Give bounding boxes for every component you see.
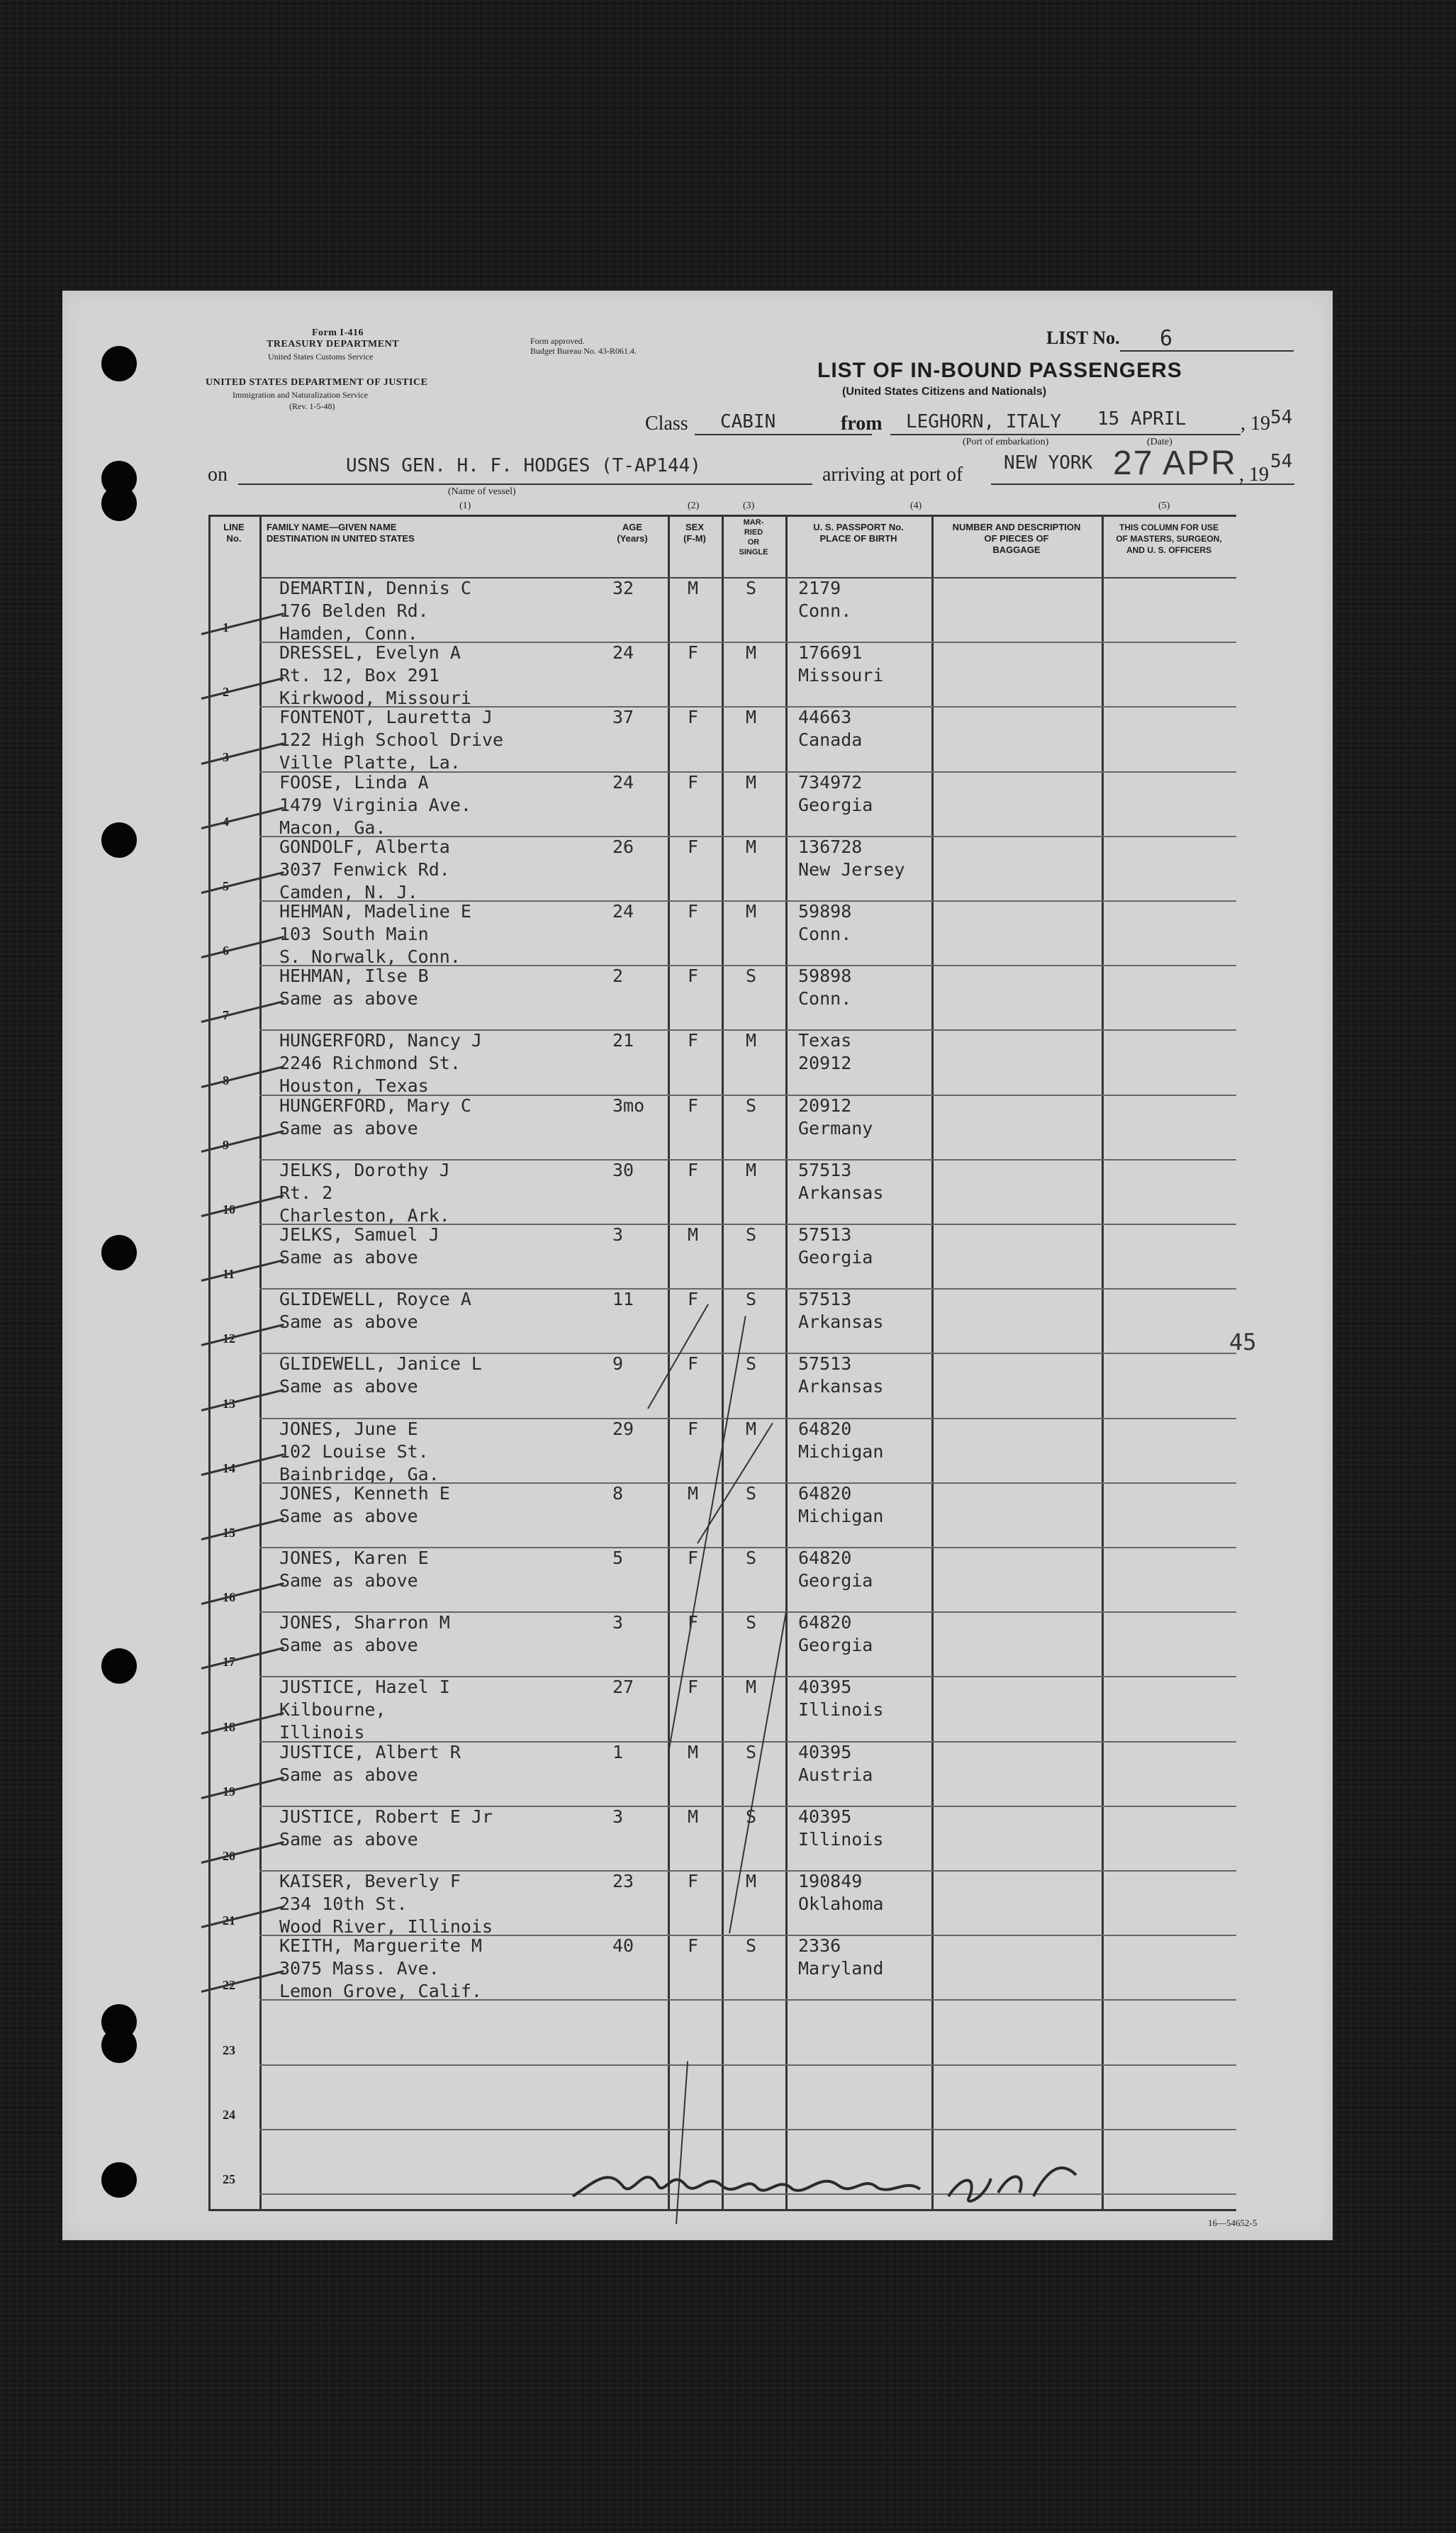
- table-row: [208, 706, 1236, 771]
- passenger-sex: F: [688, 1289, 699, 1310]
- column-number-1: (1): [459, 501, 471, 511]
- form-number: Form I-416: [312, 328, 364, 338]
- passenger-age: 21: [612, 1030, 634, 1051]
- check-mark: [201, 807, 284, 829]
- line-number: 4: [223, 814, 229, 829]
- passenger-name-destination: FONTENOT, Lauretta J 122 High School Drive Ville Platte, La.: [279, 707, 504, 773]
- passenger-marital-status: S: [746, 1289, 757, 1310]
- passenger-name-destination: JONES, Sharron M Same as above: [279, 1612, 450, 1656]
- line-number: 7: [223, 1008, 229, 1023]
- line-number: 17: [223, 1655, 235, 1670]
- passenger-sex: M: [688, 1806, 699, 1827]
- check-mark: [201, 1066, 284, 1088]
- passenger-sex: F: [688, 901, 699, 922]
- ins-label: Immigration and Naturalization Service: [233, 390, 368, 400]
- date-line: [1092, 434, 1241, 435]
- vessel-line: [238, 483, 812, 485]
- class-value: CABIN: [720, 411, 776, 432]
- year-prefix: , 19: [1241, 413, 1270, 435]
- passenger-name-destination: JONES, Karen E Same as above: [279, 1548, 429, 1591]
- line-number: 2: [223, 685, 229, 700]
- passenger-sex: F: [688, 1159, 699, 1180]
- line-number: 3: [223, 749, 229, 764]
- date-caption: (Date): [1147, 437, 1172, 447]
- passenger-age: 1: [612, 1741, 624, 1762]
- line-number: 14: [223, 1460, 235, 1475]
- passenger-age: 30: [612, 1159, 634, 1180]
- passenger-marital-status: S: [746, 1095, 757, 1116]
- line-number: 12: [223, 1331, 235, 1346]
- punch-hole: [101, 2028, 137, 2063]
- document-title: LIST OF IN-BOUND PASSENGERS: [817, 359, 1182, 382]
- passenger-age: 2: [612, 966, 624, 987]
- passport-birthplace: 176691 Missouri: [798, 642, 884, 686]
- passenger-sex: F: [688, 1418, 699, 1439]
- passenger-age: 9: [612, 1353, 624, 1375]
- passenger-age: 5: [612, 1548, 624, 1568]
- passenger-manifest-page: [62, 291, 1333, 2240]
- list-number-line: [1120, 350, 1294, 352]
- passenger-sex: F: [688, 1677, 699, 1698]
- year-prefix-2: , 19: [1239, 464, 1269, 486]
- passenger-age: 24: [612, 771, 634, 793]
- header-baggage: NUMBER AND DESCRIPTION OF PIECES OF BAGGAGE: [952, 522, 1081, 555]
- check-mark: [201, 677, 284, 700]
- punch-hole: [101, 822, 137, 858]
- passenger-age: 3: [612, 1224, 624, 1245]
- passport-birthplace: 57513 Georgia: [798, 1224, 873, 1268]
- passport-birthplace: 59898 Conn.: [798, 901, 852, 944]
- line-number: 21: [223, 1913, 235, 1928]
- passport-birthplace: 44663 Canada: [798, 707, 863, 751]
- check-mark: [201, 1518, 284, 1541]
- embarkation-date: 15 APRIL: [1097, 408, 1187, 430]
- passenger-sex: F: [688, 1548, 699, 1568]
- footer-code: 16—54652-5: [1208, 2218, 1258, 2228]
- passenger-marital-status: S: [746, 1224, 757, 1245]
- passenger-sex: F: [688, 1871, 699, 1891]
- class-label: Class: [645, 413, 688, 435]
- passenger-name-destination: GLIDEWELL, Royce A Same as above: [279, 1289, 471, 1333]
- passenger-marital-status: M: [746, 1030, 757, 1051]
- passenger-sex: F: [688, 836, 699, 857]
- list-number-label: LIST No.: [1046, 328, 1120, 348]
- line-number: 13: [223, 1396, 235, 1411]
- passenger-sex: F: [688, 771, 699, 793]
- line-number: 9: [223, 1137, 229, 1152]
- check-mark: [201, 1000, 284, 1023]
- passport-birthplace: 57513 Arkansas: [798, 1159, 884, 1203]
- header-age: AGE (Years): [617, 522, 648, 544]
- passenger-sex: M: [688, 1224, 699, 1245]
- passenger-sex: F: [688, 1612, 699, 1633]
- passenger-name-destination: GONDOLF, Alberta 3037 Fenwick Rd. Camden, N. J.: [279, 836, 450, 902]
- passport-birthplace: 64820 Georgia: [798, 1612, 873, 1656]
- table-row: [208, 1935, 1236, 2002]
- check-mark: [201, 1841, 284, 1864]
- table-row: [208, 900, 1236, 965]
- passenger-sex: F: [688, 1935, 699, 1957]
- table-row: [208, 1870, 1236, 1935]
- punch-hole: [101, 2162, 137, 2198]
- passenger-name-destination: JUSTICE, Hazel I Kilbourne, Illinois: [279, 1677, 450, 1743]
- passenger-marital-status: S: [746, 1806, 757, 1827]
- table-row: [208, 1224, 1236, 1288]
- punch-hole: [101, 346, 137, 381]
- table-row: [208, 1806, 1236, 1870]
- passenger-age: 24: [612, 642, 634, 664]
- passport-birthplace: 64820 Georgia: [798, 1548, 873, 1591]
- budget-bureau-number: Budget Bureau No. 43-R061.4.: [530, 346, 637, 356]
- passport-birthplace: 64820 Michigan: [798, 1418, 884, 1462]
- passenger-marital-status: M: [746, 707, 757, 728]
- line-number: 15: [223, 1525, 235, 1540]
- check-mark: [201, 1777, 284, 1799]
- passenger-marital-status: M: [746, 771, 757, 793]
- passenger-age: 3: [612, 1806, 624, 1827]
- passenger-name-destination: HUNGERFORD, Nancy J 2246 Richmond St. Houston, Texas: [279, 1030, 482, 1097]
- year-value: 54: [1270, 407, 1293, 428]
- passenger-age: 23: [612, 1871, 634, 1891]
- header-name: FAMILY NAME—GIVEN NAME DESTINATION IN UNITED STATES: [267, 522, 415, 544]
- check-mark: [201, 936, 284, 958]
- table-row: [208, 1547, 1236, 1611]
- check-mark: [201, 1453, 284, 1476]
- passenger-marital-status: S: [746, 1482, 757, 1504]
- passenger-age: 29: [612, 1418, 634, 1439]
- header-married: MAR- RIED OR SINGLE: [739, 518, 768, 557]
- passenger-sex: F: [688, 707, 699, 728]
- check-mark: [201, 1195, 284, 1217]
- column-number-5: (5): [1158, 501, 1170, 511]
- passenger-marital-status: S: [746, 966, 757, 987]
- port-of-embarkation: LEGHORN, ITALY: [906, 411, 1062, 432]
- passenger-sex: M: [688, 1482, 699, 1504]
- passenger-name-destination: JUSTICE, Albert R Same as above: [279, 1741, 461, 1785]
- passport-birthplace: 64820 Michigan: [798, 1482, 884, 1526]
- passenger-name-destination: GLIDEWELL, Janice L Same as above: [279, 1353, 482, 1397]
- passenger-name-destination: HEHMAN, Madeline E 103 South Main S. Norwalk, Conn.: [279, 901, 471, 967]
- check-mark: [201, 1389, 284, 1411]
- passenger-marital-status: S: [746, 1741, 757, 1762]
- passport-birthplace: 40395 Illinois: [798, 1806, 884, 1850]
- passport-birthplace: 136728 New Jersey: [798, 836, 905, 880]
- on-label: on: [208, 464, 228, 486]
- passport-birthplace: 190849 Oklahoma: [798, 1871, 884, 1914]
- passport-birthplace: 40395 Illinois: [798, 1677, 884, 1721]
- passenger-age: 37: [612, 707, 634, 728]
- punch-hole: [101, 486, 137, 521]
- vessel-caption: (Name of vessel): [448, 486, 516, 497]
- table-row: [208, 1482, 1236, 1547]
- table-row: [208, 965, 1236, 1029]
- passenger-name-destination: HUNGERFORD, Mary C Same as above: [279, 1095, 471, 1139]
- column-number-2: (2): [688, 501, 700, 511]
- passport-birthplace: 57513 Arkansas: [798, 1353, 884, 1397]
- passenger-name-destination: FOOSE, Linda A 1479 Virginia Ave. Macon, Ga.: [279, 771, 471, 838]
- passport-birthplace: 2179 Conn.: [798, 578, 852, 621]
- line-number: 8: [223, 1073, 229, 1087]
- passenger-age: 3mo: [612, 1095, 645, 1116]
- line-number: 16: [223, 1590, 235, 1605]
- passenger-sex: F: [688, 966, 699, 987]
- check-mark: [201, 1324, 284, 1346]
- line-number: 23: [223, 2042, 235, 2057]
- passport-birthplace: 57513 Arkansas: [798, 1289, 884, 1333]
- table-row: [208, 771, 1236, 836]
- table-row: [208, 1288, 1236, 1353]
- passenger-marital-status: S: [746, 1935, 757, 1957]
- header-officers: THIS COLUMN FOR USE OF MASTERS, SURGEON, AND U. S. OFFICERS: [1116, 522, 1222, 555]
- passenger-name-destination: JUSTICE, Robert E Jr Same as above: [279, 1806, 493, 1850]
- line-number: 6: [223, 944, 229, 958]
- revision-date: (Rev. 1-5-48): [289, 401, 335, 411]
- line-number: 24: [223, 2107, 235, 2122]
- passenger-age: 32: [612, 578, 634, 598]
- passport-birthplace: 40395 Austria: [798, 1741, 873, 1785]
- passenger-sex: F: [688, 1095, 699, 1116]
- document-subtitle: (United States Citizens and Nationals): [842, 386, 1047, 398]
- check-mark: [201, 1906, 284, 1928]
- passenger-age: 27: [612, 1677, 634, 1698]
- passenger-name-destination: JELKS, Dorothy J Rt. 2 Charleston, Ark.: [279, 1159, 450, 1226]
- officer-signature: [566, 2147, 1133, 2210]
- from-label: from: [841, 413, 883, 435]
- line-number: 11: [223, 1267, 235, 1282]
- passenger-sex: F: [688, 1030, 699, 1051]
- officer-note: 45: [1229, 1329, 1257, 1355]
- passenger-marital-status: S: [746, 578, 757, 598]
- table-row: [208, 577, 1236, 642]
- passenger-name-destination: KAISER, Beverly F 234 10th St. Wood River, Illinois: [279, 1871, 493, 1937]
- form-approved: Form approved.: [530, 336, 585, 346]
- check-mark: [201, 1582, 284, 1605]
- arrival-port: NEW YORK: [1004, 452, 1093, 474]
- table-row: [208, 1611, 1236, 1676]
- check-mark: [201, 613, 284, 635]
- punch-hole: [101, 1235, 137, 1270]
- table-row: [208, 642, 1236, 709]
- passenger-name-destination: JELKS, Samuel J Same as above: [279, 1224, 439, 1268]
- check-mark: [201, 1130, 284, 1153]
- table-row: [208, 1095, 1236, 1159]
- table-row: [208, 1741, 1236, 1806]
- passport-birthplace: 734972 Georgia: [798, 771, 873, 815]
- check-mark: [201, 1647, 284, 1670]
- passenger-marital-status: M: [746, 1159, 757, 1180]
- line-number: 18: [223, 1719, 235, 1734]
- passport-birthplace: Texas 20912: [798, 1030, 852, 1074]
- line-number: 5: [223, 878, 229, 893]
- passport-birthplace: 2336 Maryland: [798, 1935, 884, 1979]
- passenger-marital-status: M: [746, 642, 757, 664]
- table-row: [208, 1676, 1236, 1743]
- department-of-justice: UNITED STATES DEPARTMENT OF JUSTICE: [206, 377, 428, 388]
- line-number: 25: [223, 2171, 235, 2186]
- passenger-sex: F: [688, 1353, 699, 1375]
- treasury-department: TREASURY DEPARTMENT: [267, 339, 400, 350]
- table-row: [208, 1159, 1236, 1224]
- passenger-marital-status: S: [746, 1353, 757, 1375]
- passenger-marital-status: M: [746, 1677, 757, 1698]
- passenger-age: 8: [612, 1482, 624, 1504]
- passenger-marital-status: S: [746, 1548, 757, 1568]
- passenger-marital-status: S: [746, 1612, 757, 1633]
- passenger-name-destination: JONES, Kenneth E Same as above: [279, 1482, 450, 1526]
- punch-hole: [101, 1648, 137, 1684]
- table-row: [208, 1353, 1236, 1417]
- arrival-date-stamp: 27 APR: [1113, 444, 1237, 482]
- check-mark: [201, 1970, 284, 1993]
- header-passport: U. S. PASSPORT No. PLACE OF BIRTH: [813, 522, 904, 544]
- passenger-sex: M: [688, 578, 699, 598]
- arrival-year: 54: [1270, 451, 1293, 472]
- passenger-age: 11: [612, 1289, 634, 1310]
- list-number-value: 6: [1160, 326, 1173, 351]
- passport-birthplace: 20912 Germany: [798, 1095, 873, 1139]
- table-row: [208, 1029, 1236, 1097]
- line-number: 22: [223, 1978, 235, 1993]
- passenger-marital-status: M: [746, 836, 757, 857]
- table-row: [208, 2064, 1236, 2129]
- customs-service: United States Customs Service: [268, 352, 374, 362]
- passenger-table: [208, 515, 1257, 2209]
- header-line-no: LINE No.: [223, 522, 245, 544]
- check-mark: [201, 1712, 284, 1735]
- passenger-age: 24: [612, 901, 634, 922]
- passenger-name-destination: JONES, June E 102 Louise St. Bainbridge, Ga.: [279, 1418, 439, 1484]
- check-mark: [201, 871, 284, 894]
- line-number: 19: [223, 1784, 235, 1799]
- passenger-marital-status: M: [746, 1418, 757, 1439]
- header-sex: SEX (F-M): [683, 522, 706, 544]
- arriving-label: arriving at port of: [822, 464, 963, 486]
- line-number: 20: [223, 1848, 235, 1863]
- line-number: 10: [223, 1202, 235, 1217]
- check-mark: [201, 1259, 284, 1282]
- passenger-sex: M: [688, 1741, 699, 1762]
- passenger-marital-status: M: [746, 901, 757, 922]
- port-caption: (Port of embarkation): [963, 437, 1049, 447]
- table-row: [208, 1999, 1236, 2064]
- passenger-sex: F: [688, 642, 699, 664]
- passenger-age: 3: [612, 1612, 624, 1633]
- passport-birthplace: 59898 Conn.: [798, 966, 852, 1010]
- table-row: [208, 836, 1236, 900]
- vessel-name: USNS GEN. H. F. HODGES (T-AP144): [346, 455, 701, 476]
- passenger-age: 40: [612, 1935, 634, 1957]
- passenger-name-destination: KEITH, Marguerite M 3075 Mass. Ave. Lemon Grove, Calif.: [279, 1935, 482, 2002]
- passenger-name-destination: DRESSEL, Evelyn A Rt. 12, Box 291 Kirkwood, Missouri: [279, 642, 471, 709]
- passenger-age: 26: [612, 836, 634, 857]
- line-number: 1: [223, 620, 229, 635]
- passenger-name-destination: HEHMAN, Ilse B Same as above: [279, 966, 429, 1010]
- column-number-3: (3): [743, 501, 755, 511]
- passenger-marital-status: M: [746, 1871, 757, 1891]
- column-number-4: (4): [910, 501, 922, 511]
- passenger-name-destination: DEMARTIN, Dennis C 176 Belden Rd. Hamden, Conn.: [279, 578, 471, 644]
- check-mark: [201, 742, 284, 765]
